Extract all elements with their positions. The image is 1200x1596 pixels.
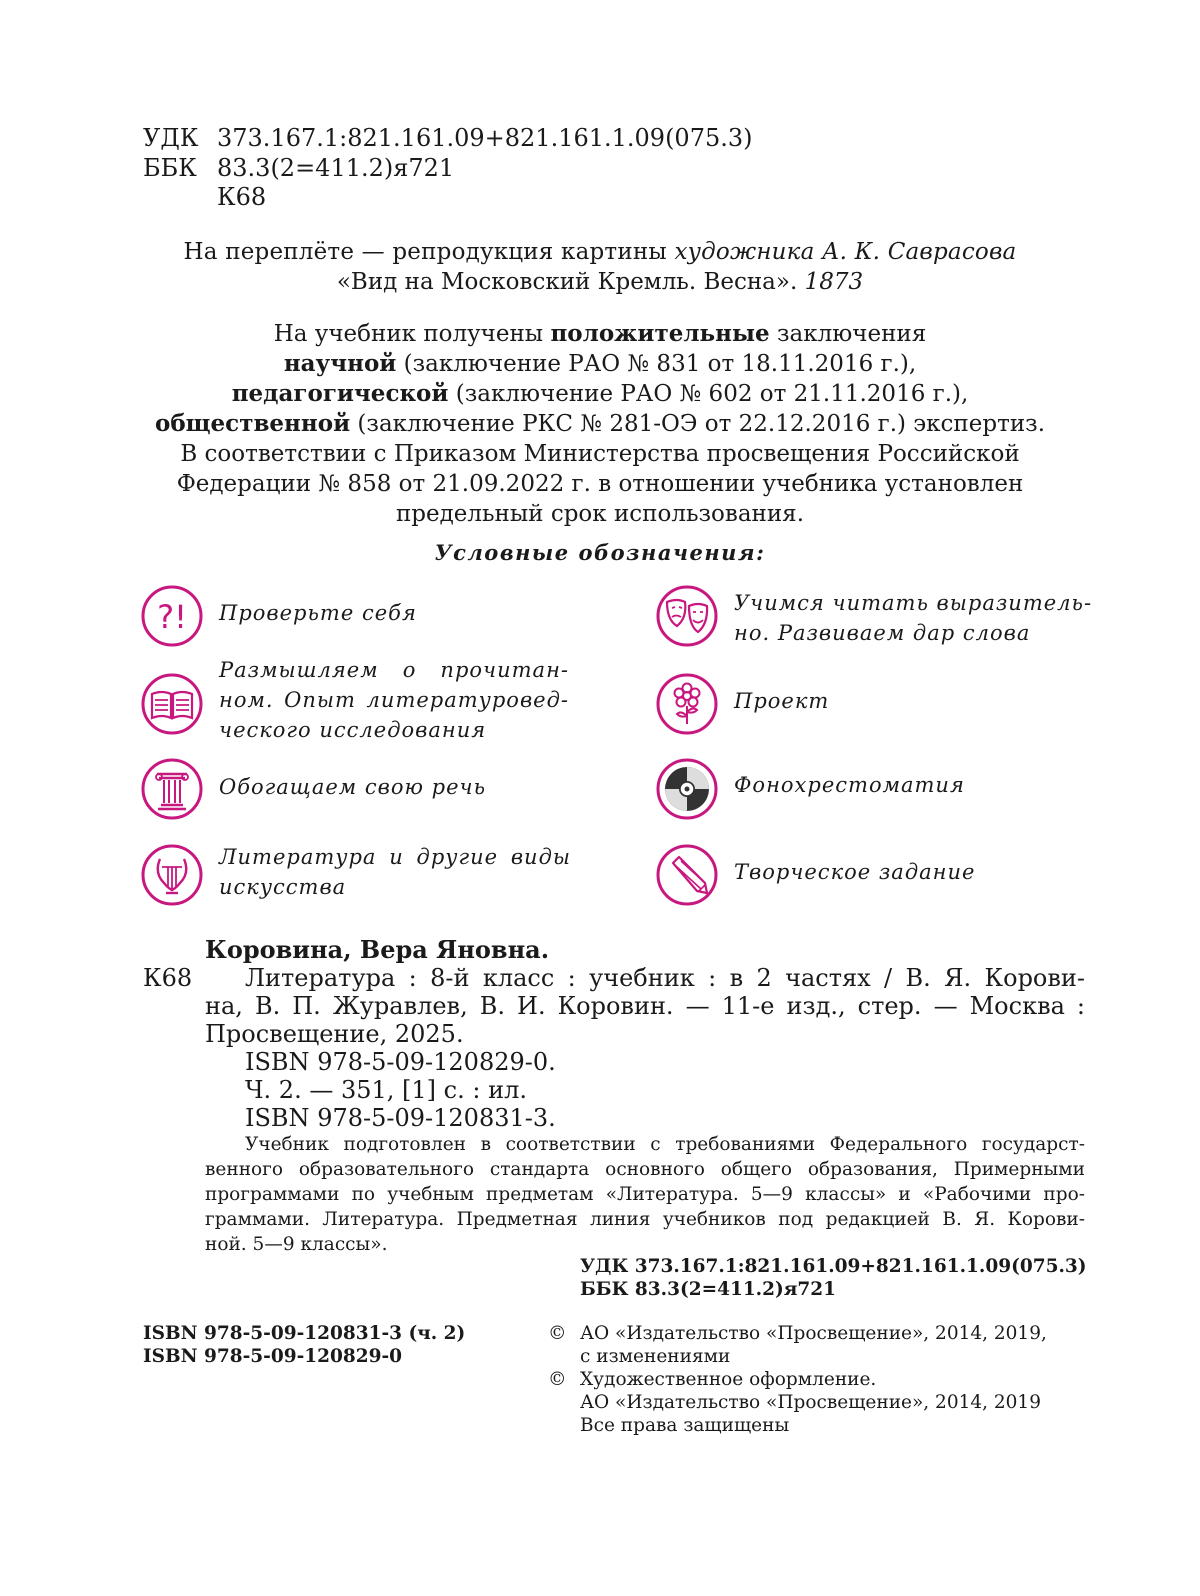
legend-item-reflect-line2: ном. Опыт литературовед-	[219, 688, 569, 712]
bib-note-line3: программами по учебным предметам «Литература. 5—9 классы» и «Рабочими про-	[205, 1184, 1085, 1205]
bib-mark: К68	[143, 964, 193, 992]
approval-text: На учебник получены	[273, 321, 551, 347]
bib-part: Ч. 2. — 351, [1] с. : ил.	[245, 1076, 527, 1104]
bib-desc-line2: на, В. П. Журавлев, В. И. Коровин. — 11-е изд., стер. — Москва :	[205, 992, 1085, 1020]
copyright-symbol: ©	[548, 1323, 567, 1344]
legend-item-phonochrestomathy: Фонохрестоматия	[734, 773, 965, 797]
lyre-icon	[140, 843, 204, 907]
bbk-value: 83.3(2=411.2)я721	[217, 154, 455, 182]
cover-note-line2	[0, 267, 1200, 297]
approval-bold: научной	[283, 350, 397, 377]
legend-item-read-expressively-line2: но. Развиваем дар слова	[734, 621, 1031, 645]
copyright-publisher: АО «Издательство «Просвещение», 2014, 2019,	[580, 1323, 1047, 1344]
svg-text:?!: ?!	[157, 598, 187, 636]
copyright-symbol: ©	[548, 1369, 567, 1390]
legend-item-reflect-line3: ческого исследования	[219, 718, 487, 742]
approval-text: заключения	[769, 321, 927, 347]
flower-icon	[655, 672, 719, 736]
bib-note-line4: граммами. Литература. Предметная линия учебников под редакцией В. Я. Корови-	[205, 1209, 1085, 1230]
bib-desc-line3: Просвещение, 2025.	[205, 1020, 464, 1048]
udk-line	[143, 123, 753, 153]
cover-note-prefix: На переплёте — репродукция картины	[183, 239, 675, 265]
bib-isbn-general: ISBN 978-5-09-120829-0.	[245, 1048, 556, 1076]
approval-bold: педагогической	[231, 380, 449, 407]
author-mark: К68	[217, 183, 267, 211]
pencil-icon	[655, 843, 719, 907]
bib-note-line1: Учебник подготовлен в соответствии с требованиями Федерального государст-	[245, 1134, 1085, 1155]
bib-isbn-part: ISBN 978-5-09-120831-3.	[245, 1104, 556, 1132]
approval-text: (заключение РАО № 831 от 18.11.2016 г.),	[396, 351, 917, 377]
copyright-changes: с изменениями	[580, 1346, 731, 1367]
bib-note-line5: ной. 5—9 классы».	[205, 1234, 388, 1255]
open-book-icon	[140, 672, 204, 736]
udk-value: 373.167.1:821.161.09+821.161.1.09(075.3)	[217, 124, 753, 152]
legend-item-arts-line2: искусства	[219, 875, 347, 899]
legend-item-enrich-speech: Обогащаем свою речь	[219, 775, 487, 799]
legend-item-creative-task: Творческое задание	[734, 860, 976, 884]
approval-text: (заключение РАО № 602 от 21.11.2016 г.),	[448, 381, 969, 407]
approval-line-4	[0, 409, 1200, 439]
legend-title: Условные обозначения:	[434, 540, 766, 565]
approval-line-1	[0, 319, 1200, 349]
approval-bold: общественной	[154, 410, 351, 437]
approval-line-3	[0, 379, 1200, 409]
bib-author: Коровина, Вера Яновна.	[205, 935, 550, 964]
bbk-label: ББК	[143, 154, 197, 182]
legend-item-reflect-line1: Размышляем о прочитан-	[219, 658, 569, 682]
bib-bbk-line: ББК 83.3(2=411.2)я721	[580, 1279, 837, 1300]
footer-isbn-general: ISBN 978-5-09-120829-0	[143, 1346, 403, 1367]
approval-line-7: предельный срок использования.	[395, 501, 805, 527]
approval-text: (заключение РКС № 281-ОЭ от 22.12.2016 г.) экспертиз.	[350, 411, 1046, 437]
approval-line-2	[0, 349, 1200, 379]
legend-item-check-yourself: Проверьте себя	[219, 601, 417, 625]
check-yourself-icon	[140, 584, 204, 648]
udk-label: УДК	[143, 124, 199, 152]
cover-painting-title: «Вид на Московский Кремль. Весна».	[336, 269, 798, 295]
legend-item-arts-line1: Литература и другие виды	[219, 845, 571, 869]
bib-udk-line: УДК 373.167.1:821.161.09+821.161.1.09(075.3)	[580, 1256, 1087, 1277]
copyright-design-publisher: АО «Издательство «Просвещение», 2014, 2019	[580, 1392, 1041, 1413]
legend-item-read-expressively-line1: Учимся читать выразитель-	[734, 591, 1093, 615]
column-icon	[140, 757, 204, 821]
approval-line-6: Федерации № 858 от 21.09.2022 г. в отношении учебника установлен	[176, 471, 1024, 497]
cover-year: 1873	[797, 269, 864, 295]
copyright-design-label: Художественное оформление.	[580, 1369, 877, 1390]
theatre-masks-icon	[655, 584, 719, 648]
bib-desc-line1: Литература : 8-й класс : учебник : в 2 частях / В. Я. Корови-	[245, 964, 1085, 992]
footer-isbn-part: ISBN 978-5-09-120831-3 (ч. 2)	[143, 1323, 466, 1344]
bbk-line	[143, 153, 454, 183]
approval-bold: положительные	[550, 320, 770, 347]
bib-note-line2: венного образовательного стандарта основного общего образования, Примерными	[205, 1159, 1085, 1180]
approval-line-5: В соответствии с Приказом Министерства просвещения Российской	[180, 441, 1020, 467]
legend-item-project: Проект	[734, 689, 830, 713]
cover-artist: художника А. К. Саврасова	[674, 239, 1017, 265]
cd-disc-icon	[655, 757, 719, 821]
all-rights-reserved: Все права защищены	[580, 1415, 790, 1436]
cover-note-line1	[0, 237, 1200, 267]
